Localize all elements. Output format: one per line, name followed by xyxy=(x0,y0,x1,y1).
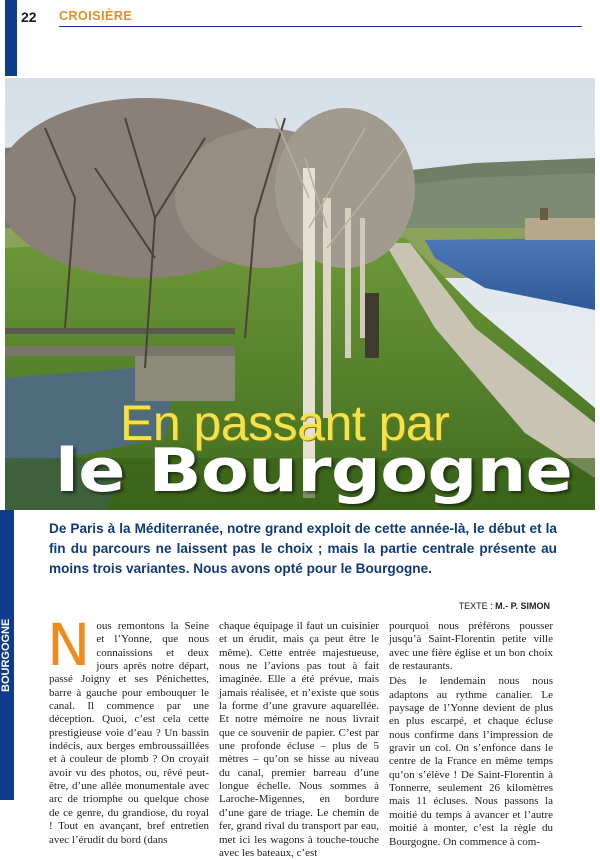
article-column-2 xyxy=(219,620,379,860)
column-3-paragraph-1: pourquoi nous préférons pousser jusqu’à Saint-Florentin petite ville avec une fière église et un bon choix de restaurants. xyxy=(389,620,553,673)
header-color-bar xyxy=(5,0,17,76)
article-column-3 xyxy=(389,620,553,849)
headline-line-2: le Bourgogne xyxy=(55,436,573,506)
headline-line-1: En passant par xyxy=(120,395,450,451)
credit-author: M.- P. SIMON xyxy=(495,601,550,611)
credit-label: TEXTE : xyxy=(458,601,496,611)
drop-cap: N xyxy=(47,611,91,679)
article-intro: De Paris à la Méditerranée, notre grand exploit de cette année-là, le début et la fin du parcours ne laissent pas le choix ; mais la partie centrale présente au moins trois variantes. Nous avons opté pour le Bourgogne. xyxy=(49,521,557,576)
column-1-text: ous remontons la Seine et l’Yonne, que nous connaissions et deux jours après notre départ, passé Joigny et ses Pénichettes, barre à gauche pour embouquer le canal. Il commence par une déception. Quoi, c’est cela cette prestigieuse voie d’eau ? Un bassin indécis, aux berges embroussaillées et à couleur de plomb ? On croyait avoir vu des photos, ou, rêvé peut-être, d’une allée monumentale avec arc de triomphe ou quelque chose de ce genre, du grandiose, du royal ! Tout en avançant, bref entretien avec l’érudit du bord (dans xyxy=(49,620,209,846)
column-3-paragraph-2: Dès le lendemain nous nous adaptons au rythme canalier. Le paysage de l’Yonne devient de plus en plus escarpé, et chaque écluse nous confirme dans l’impression de gravir un col. On s’enfonce dans le centre de la France en même temps qu’on s’élève ! De Saint-Florentin à Tonnerre, seulement 26 kilomètres mais 11 écluses. Nous passons la moitié du temps à avancer et l’autre moitié à monter, c’est la règle du Bourgogne. On commence à com- xyxy=(389,675,553,848)
section-label: CROISIÈRE xyxy=(59,9,133,23)
author-credit xyxy=(459,601,550,611)
header-rule xyxy=(59,26,582,27)
side-strip-label: BOURGOGNE xyxy=(0,618,12,692)
page-number: 22 xyxy=(21,9,37,25)
article-column-1 xyxy=(47,611,209,847)
column-2-text: chaque équipage il faut un cuisinier et un érudit, mais ça peut être le même). Cette entrée majestueuse, nous ne l’avions pas tout à fait imaginée. Elle a été prévue, mais jamais réalisée, et n’existe que sous la forme d’une gravure aquarellée. Et notre mémoire ne nous livrait que ce souvenir de papier. C’est par une profonde écluse – plus de 5 mètres – qu’on se hisse au niveau du canal, premier barreau d’une longue échelle. Nous sommes à Laroche-Migennes, en bordure d’une gare de triage. Le chemin de fer, grand rival du transport par eau, met ici les wagons à touche-touche avec les bateaux, c’est xyxy=(219,620,379,859)
